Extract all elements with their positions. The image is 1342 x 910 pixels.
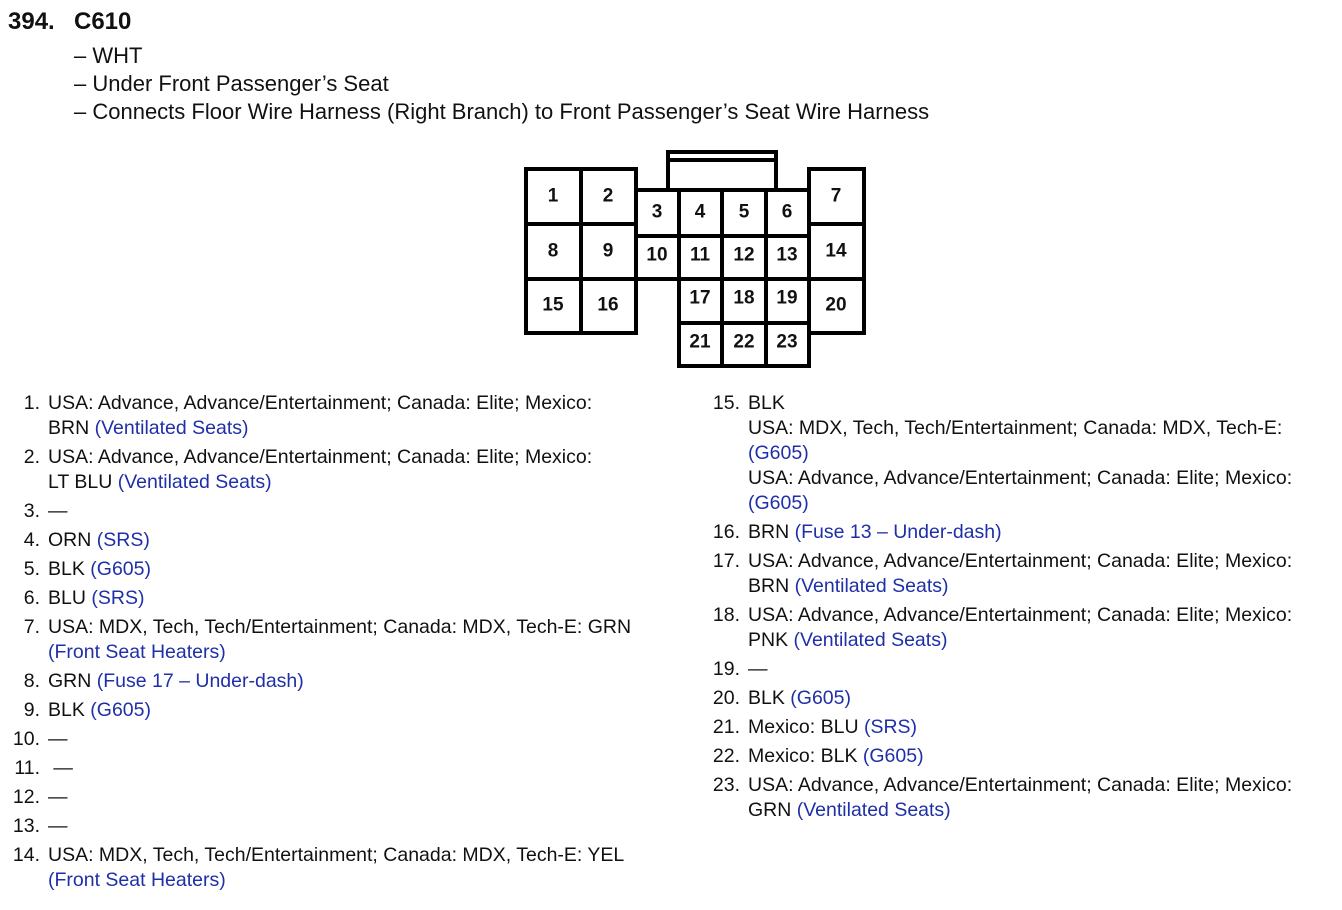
wire-description: — — [48, 786, 68, 808]
pin-number: 16. — [712, 521, 740, 543]
pin-entry — [10, 756, 700, 781]
circuit-reference-link[interactable]: (G605) — [748, 492, 809, 514]
circuit-reference-link[interactable]: (Ventilated Seats) — [796, 799, 951, 821]
pin-entry-line — [48, 698, 700, 723]
pin-entry — [10, 445, 700, 495]
pin-entry-line — [748, 798, 1340, 823]
wire-description: USA: Advance, Advance/Entertainment; Canada: Elite; Mexico: — [748, 467, 1293, 489]
wire-description: BLU — [48, 587, 92, 609]
pin-entry-line — [748, 574, 1340, 599]
pin-entry-line — [748, 391, 1340, 416]
circuit-reference-link[interactable]: (G605) — [790, 687, 851, 709]
pin-label-15: 15 — [542, 294, 564, 316]
pin-label-11: 11 — [689, 244, 711, 266]
pin-entry — [10, 843, 700, 893]
pin-entry — [710, 549, 1340, 599]
pin-entry — [710, 744, 1340, 769]
wire-description: BRN — [748, 575, 795, 597]
pin-label-2: 2 — [602, 185, 614, 207]
pin-entry-line — [48, 756, 700, 781]
pin-number: 20. — [712, 687, 740, 709]
pin-entry-line — [48, 586, 700, 611]
pin-label-20: 20 — [825, 294, 847, 316]
pin-number: 18. — [712, 604, 740, 626]
wire-description: USA: Advance, Advance/Entertainment; Canada: Elite; Mexico: — [748, 604, 1293, 626]
pin-entry-line — [748, 744, 1340, 769]
wire-description: Mexico: BLK — [748, 745, 863, 767]
pin-number: 8. — [23, 670, 40, 692]
connector-location: – Under Front Passenger’s Seat — [74, 71, 389, 96]
pin-number: 11. — [14, 757, 40, 779]
pin-entry-line — [48, 499, 700, 524]
pin-number: 2. — [23, 446, 40, 468]
wire-description: USA: Advance, Advance/Entertainment; Canada: Elite; Mexico: — [748, 774, 1293, 796]
pin-entry — [10, 391, 700, 441]
wire-description: USA: MDX, Tech, Tech/Entertainment; Canada: MDX, Tech-E: — [748, 417, 1283, 439]
pin-label-19: 19 — [776, 287, 798, 309]
pin-number: 22. — [712, 745, 740, 767]
pin-entry-line — [48, 416, 700, 441]
pin-entry-line — [48, 843, 700, 868]
pin-number: 12. — [12, 786, 40, 808]
pin-label-5: 5 — [738, 201, 750, 223]
pin-entry — [10, 528, 700, 553]
pin-number: 13. — [12, 815, 40, 837]
wire-description: USA: Advance, Advance/Entertainment; Canada: Elite; Mexico: — [48, 392, 593, 414]
pin-entry-line — [748, 715, 1340, 740]
circuit-reference-link[interactable]: (SRS) — [863, 716, 918, 738]
pin-entry — [710, 715, 1340, 740]
wire-description: — — [48, 728, 68, 750]
wire-description: LT BLU — [48, 471, 118, 493]
pin-number: 7. — [23, 616, 40, 638]
pin-label-13: 13 — [776, 244, 798, 266]
circuit-reference-link[interactable]: (Fuse 13 – Under-dash) — [794, 521, 1002, 543]
pin-entry-line — [748, 773, 1340, 798]
pin-entry — [710, 391, 1340, 516]
pin-number: 1. — [23, 392, 40, 414]
wire-description: — — [48, 500, 68, 522]
pin-number: 4. — [23, 529, 40, 551]
pin-number: 9. — [23, 699, 40, 721]
wire-description: — — [48, 757, 73, 779]
wire-description: BLK — [48, 558, 91, 580]
wire-description: ORN — [48, 529, 97, 551]
circuit-reference-link[interactable]: (Ventilated Seats) — [794, 575, 949, 597]
wire-description: — — [748, 658, 768, 680]
pin-entry-line — [48, 785, 700, 810]
pin-label-23: 23 — [776, 331, 798, 353]
pin-label-3: 3 — [651, 201, 663, 223]
pin-entry-line — [48, 640, 700, 665]
pin-entry — [710, 603, 1340, 653]
pin-entry-line — [48, 868, 700, 893]
wire-description: GRN — [48, 670, 97, 692]
pin-list-right — [710, 391, 1340, 827]
pin-entry-line — [748, 549, 1340, 574]
circuit-reference-link[interactable]: (Front Seat Heaters) — [48, 641, 226, 663]
pin-entry-line — [748, 416, 1340, 441]
pin-label-14: 14 — [825, 240, 847, 262]
pin-label-12: 12 — [733, 244, 755, 266]
connector-color: – WHT — [74, 43, 143, 68]
circuit-reference-link[interactable]: (Ventilated Seats) — [94, 417, 249, 439]
pin-entry-line — [748, 441, 1340, 466]
pin-label-17: 17 — [689, 287, 711, 309]
wire-description: BLK — [48, 699, 91, 721]
pin-entry-line — [48, 615, 700, 640]
pin-entry-line — [48, 814, 700, 839]
circuit-reference-link[interactable]: (SRS) — [91, 587, 145, 609]
pin-entry-line — [748, 657, 1340, 682]
pin-entry — [10, 669, 700, 694]
pin-entry-line — [748, 520, 1340, 545]
pin-number: 10. — [12, 728, 40, 750]
circuit-reference-link[interactable]: (Ventilated Seats) — [793, 629, 948, 651]
circuit-reference-link[interactable]: (Ventilated Seats) — [117, 471, 272, 493]
circuit-reference-link[interactable]: (G605) — [748, 442, 809, 464]
pin-entry-line — [748, 686, 1340, 711]
circuit-reference-link[interactable]: (G605) — [862, 745, 924, 767]
pin-number: 23. — [712, 774, 740, 796]
pin-entry — [710, 686, 1340, 711]
circuit-reference-link[interactable]: (Front Seat Heaters) — [48, 869, 226, 891]
pin-entry — [10, 499, 700, 524]
pin-label-22: 22 — [733, 331, 755, 353]
circuit-reference-link[interactable]: (G605) — [90, 699, 151, 721]
pin-entry-line — [748, 466, 1340, 491]
pin-label-8: 8 — [547, 240, 559, 262]
pin-entry — [10, 814, 700, 839]
pin-label-18: 18 — [733, 287, 755, 309]
pin-number: 17. — [712, 550, 740, 572]
pin-label-6: 6 — [781, 201, 793, 223]
pin-number: 5. — [23, 558, 40, 580]
pin-entry-line — [48, 557, 700, 582]
pin-entry — [10, 615, 700, 665]
wire-description: BRN — [748, 521, 795, 543]
pin-label-7: 7 — [830, 185, 842, 207]
connector-face-diagram — [0, 0, 1342, 380]
connector-number: 394. — [8, 8, 55, 35]
connector-latch — [668, 152, 776, 190]
pin-label-1: 1 — [547, 185, 559, 207]
pin-entry-line — [748, 491, 1340, 516]
wire-description: BRN — [48, 417, 95, 439]
connector-description: – Connects Floor Wire Harness (Right Branch) to Front Passenger’s Seat Wire Harness — [74, 99, 930, 124]
pin-entry-line — [748, 603, 1340, 628]
pin-label-10: 10 — [646, 244, 668, 266]
pin-label-9: 9 — [602, 240, 614, 262]
circuit-reference-link[interactable]: (Fuse 17 – Under-dash) — [96, 670, 304, 692]
wire-description: — — [48, 815, 68, 837]
pin-number: 6. — [23, 587, 40, 609]
pin-entry — [710, 520, 1340, 545]
pin-entry-line — [48, 391, 700, 416]
pin-entry — [710, 657, 1340, 682]
pin-entry — [10, 698, 700, 723]
pin-entry-line — [48, 445, 700, 470]
circuit-reference-link[interactable]: (G605) — [90, 558, 151, 580]
pin-entry — [10, 785, 700, 810]
pin-entry-line — [748, 628, 1340, 653]
wire-description: USA: Advance, Advance/Entertainment; Canada: Elite; Mexico: — [48, 446, 593, 468]
pin-entry — [10, 727, 700, 752]
pin-number: 3. — [23, 500, 40, 522]
pin-number: 15. — [712, 392, 740, 414]
pin-number: 19. — [712, 658, 740, 680]
pin-number: 14. — [12, 844, 40, 866]
wire-description: BLK — [748, 392, 785, 414]
pin-entry — [710, 773, 1340, 823]
circuit-reference-link[interactable]: (SRS) — [96, 529, 150, 551]
wire-description: USA: MDX, Tech, Tech/Entertainment; Canada: MDX, Tech-E: GRN — [48, 616, 632, 638]
pin-entry-line — [48, 727, 700, 752]
pin-entry — [10, 586, 700, 611]
pin-entry-line — [48, 470, 700, 495]
wire-description: PNK — [748, 629, 794, 651]
pin-number: 21. — [712, 716, 740, 738]
connector-code: C610 — [74, 8, 132, 35]
wire-description: BLK — [748, 687, 791, 709]
pin-label-16: 16 — [597, 294, 619, 316]
wire-description: USA: Advance, Advance/Entertainment; Canada: Elite; Mexico: — [748, 550, 1293, 572]
pin-entry — [10, 557, 700, 582]
pin-entry-line — [48, 528, 700, 553]
pin-list-left — [10, 391, 700, 897]
wire-description: GRN — [748, 799, 797, 821]
wire-description: USA: MDX, Tech, Tech/Entertainment; Canada: MDX, Tech-E: YEL — [48, 844, 625, 866]
pin-label-4: 4 — [694, 201, 706, 223]
pin-entry-line — [48, 669, 700, 694]
wire-description: Mexico: BLU — [748, 716, 864, 738]
pin-label-21: 21 — [689, 331, 711, 353]
